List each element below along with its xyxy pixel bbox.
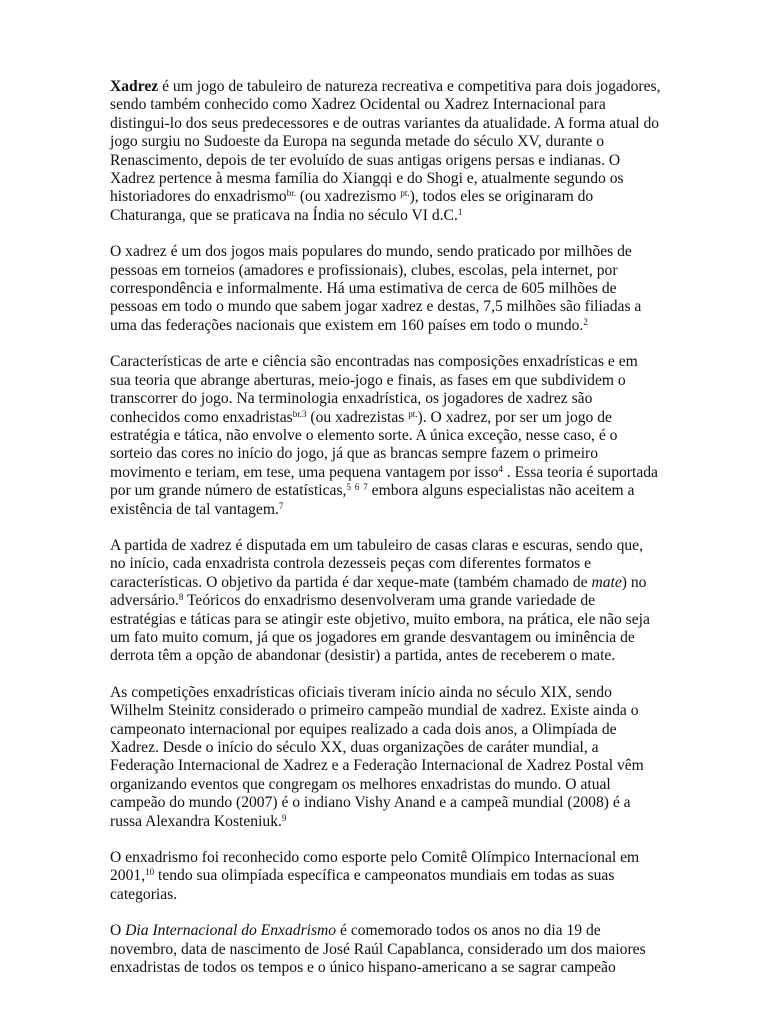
paragraph-competitions [110,684,662,831]
superscript-note: br. [286,188,296,199]
italic-term: Dia Internacional do Enxadrismo [125,922,337,940]
paragraph-match [110,537,662,666]
article-term: Xadrez [110,78,159,95]
text-run: ). O xadrez, por ser um jogo de estratégia e tática, não envolve o elemento sorte. A única exceção, nesse caso, é o sorteio das cores no início do jogo, já que as brancas sempre fazem o primeiro movimento e teriam, em tese, uma pequena vantagem por isso [110,408,618,481]
footnote-ref: 6 [354,482,360,493]
text-run: A partida de xadrez é disputada em um tabuleiro de casas claras e escuras, sendo que, no início, cada enxadrista controla dezesseis peças com diferentes formatos e características. O objetivo da partida é dar xeque-mate (também chamado de [110,536,644,591]
text-run: é comemorado todos os anos no dia 19 de novembro, data de nascimento de José Raúl Capablanca, considerado um dos maiores enxadristas de todos os tempos e o único hispano-americano a se sagrar campeão [110,922,646,977]
footnote-ref: 9 [281,812,287,823]
text-run: . Essa teoria é suportada por um grande número de estatísticas, [110,463,658,500]
paragraph-intro [110,78,662,225]
footnote-ref: 1 [457,206,463,217]
footnote-ref: 8 [178,592,184,603]
footnote-ref: 7 [278,500,284,511]
superscript-note: pt. [400,188,410,199]
italic-term: mate [591,573,622,591]
text-run: (ou xadrezismo [295,188,401,206]
text-run: ) no adversário. [110,573,647,610]
paragraph-chess-day [110,922,662,977]
text-run: embora alguns especialistas não aceitem a existência de tal vantagem. [110,482,635,518]
superscript-note: br.3 [292,408,307,419]
superscript-note: pt. [408,408,418,419]
footnote-ref: 4 [498,463,503,474]
text-run: tendo sua olimpíada específica e campeonatos mundiais em todas as suas categorias. [110,867,615,903]
paragraph-sport [110,849,662,904]
footnote-ref: 5 [346,482,351,493]
footnote-ref: 7 [363,482,368,493]
text-run: (ou xadrezistas [306,408,409,426]
document-body [110,78,662,995]
text-run: O [110,922,126,940]
text-run: O xadrez é um dos jogos mais populares do mundo, sendo praticado por milhões de pessoas em torneios (amadores e profissionais), clubes, escolas, pela internet, por correspondência e informalmente. Há uma estimativa de cerca de 605 milhões de pessoas em todo o mundo que sabem jogar xadrez e destas, 7,5 milhões são filiadas a uma das federações nacionais que existem em 160 países em todo o mundo. [110,243,642,334]
footnote-ref: 2 [583,316,588,327]
text-run: Características de arte e ciência são encontradas nas composições enxadrísticas e em sua teoria que abrange aberturas, meio-jogo e finais, as fases em que subdividem o transcorrer do jogo. Na terminologia enxadrística, os jogadores de xadrez são conhecidos como enxadristas [110,353,638,426]
text-run: As competições enxadrísticas oficiais tiveram início ainda no século XIX, sendo Wilhelm Steinitz considerado o primeiro campeão mundial de xadrez. Existe ainda o campeonato internacional por equipes realizado a cada dois anos, a Olimpíada de Xadrez. Desde o início do século XX, duas organizações de caráter mundial, a Federação Internacional de Xadrez e a Federação Internacional de Xadrez Postal vêm organizando eventos que congregam os melhores enxadristas do mundo. O atual campeão do mundo (2007) é o indiano Vishy Anand e a campeã mundial (2008) é a russa Alexandra Kosteniuk. [110,683,644,830]
text-run: O enxadrismo foi reconhecido como esporte pelo Comitê Olímpico Internacional em 2001, [110,849,640,885]
footnote-ref: 10 [145,867,155,878]
text-run: é um jogo de tabuleiro de natureza recreativa e competitiva para dois jogadores, sendo também conhecido como Xadrez Ocidental ou Xadrez Internacional para distingui-lo dos seus predecessores e de outras variantes da atualidade. A forma atual do jogo surgiu no Sudoeste da Europa na segunda metade do século XV, durante o Renascimento, depois de ter evoluído de suas antigas origens persas e indianas. O Xadrez pertence à mesma família do Xiangqi e do Shogi e, atualmente segundo os historiadores do enxadrismo [110,78,661,206]
paragraph-art-science [110,353,662,519]
paragraph-popularity [110,243,662,335]
text-run: ), todos eles se originaram do Chaturanga, que se praticava na Índia no século VI d.C. [110,188,594,224]
text-run: Teóricos do enxadrismo desenvolveram uma grande variedade de estratégias e táticas para se atingir este objetivo, muito embora, na prática, ele não seja um fato muito comum, já que os jogadores em grande desvantagem ou iminência de derrota têm a opção de abandonar (desistir) a partida, antes de receberem o mate. [110,592,650,665]
